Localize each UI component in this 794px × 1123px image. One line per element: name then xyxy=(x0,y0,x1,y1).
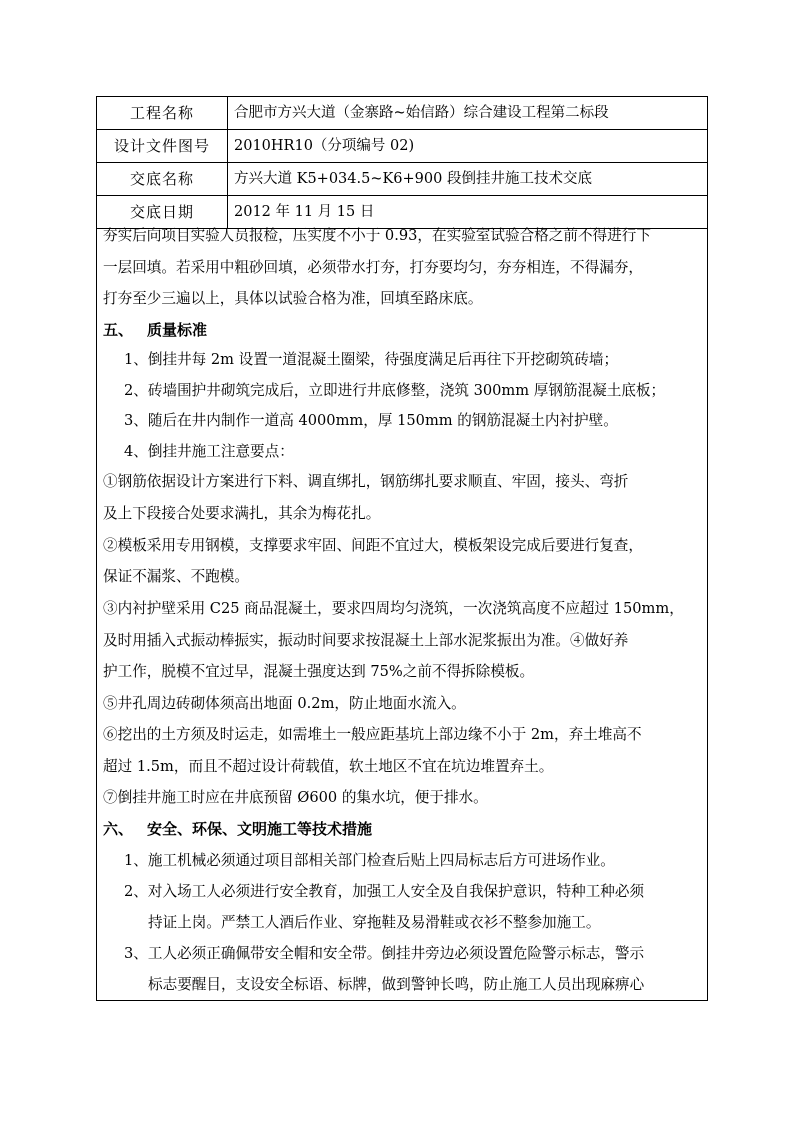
section-6-line: 3、工人必须正确佩带安全帽和安全带。倒挂井旁边必须设置危险警示标志，警示 xyxy=(124,945,645,962)
section-6-heading xyxy=(103,819,372,839)
section-number: 五、 xyxy=(103,321,134,339)
header-row-briefing-date xyxy=(97,196,707,229)
header-label: 交底日期 xyxy=(97,196,228,228)
section-title: 质量标准 xyxy=(147,321,208,339)
intro-line: 夯实后向项目实验人员报检，压实度不小于 0.93，在实验室试验合格之前不得进行下 xyxy=(103,227,651,244)
header-row-design-drawing xyxy=(97,130,707,163)
section-5-line: 护工作，脱模不宜过早，混凝土强度达到 75%之前不得拆除模板。 xyxy=(103,663,535,680)
section-5-line: ①钢筋依据设计方案进行下料、调直绑扎，钢筋绑扎要求顺直、牢固，接头、弯折 xyxy=(103,473,629,490)
section-5-line: ②模板采用专用钢模，支撑要求牢固、间距不宜过大，模板架设完成后要进行复查， xyxy=(103,537,643,554)
section-title: 安全、环保、文明施工等技术措施 xyxy=(147,820,373,838)
section-5-heading xyxy=(103,320,207,340)
header-row-briefing-name xyxy=(97,163,707,196)
header-label: 交底名称 xyxy=(97,163,228,195)
section-5-line: 1、倒挂井每 2m 设置一道混凝土圈梁，待强度满足后再往下开挖砌筑砖墙； xyxy=(124,351,619,368)
intro-line: 打夯至少三遍以上，具体以试验合格为准，回填至路床底。 xyxy=(103,290,483,307)
section-6-line: 持证上岗。严禁工人酒后作业、穿拖鞋及易滑鞋或衣衫不整参加施工。 xyxy=(148,914,601,931)
document-table xyxy=(96,96,708,1001)
header-value: 2012 年 11 月 15 日 xyxy=(234,204,375,220)
section-5-line: 3、随后在井内制作一道高 4000mm，厚 150mm 的钢筋混凝土内衬护壁。 xyxy=(124,412,618,429)
header-label: 设计文件图号 xyxy=(97,130,228,162)
section-5-line: ⑥挖出的土方须及时运走，如需堆土一般应距基坑上部边缘不小于 2m，弃土堆高不 xyxy=(103,726,642,743)
section-6-line: 1、施工机械必须通过项目部相关部门检查后贴上四局标志后方可进场作业。 xyxy=(124,852,615,869)
intro-line: 一层回填。若采用中粗砂回填，必须带水打夯，打夯要均匀，夯夯相连，不得漏夯， xyxy=(103,259,643,276)
section-5-line: 超过 1.5m，而且不超过设计荷载值，软土地区不宜在坑边堆置弃土。 xyxy=(103,758,554,775)
section-number: 六、 xyxy=(103,820,134,838)
section-5-line: ⑤井孔周边砖砌体须高出地面 0.2m，防止地面水流入。 xyxy=(103,695,466,712)
header-value: 合肥市方兴大道（金寨路~始信路）综合建设工程第二标段 xyxy=(234,105,609,121)
section-5-line: 保证不漏浆、不跑模。 xyxy=(103,568,249,585)
section-5-line: ⑦倒挂井施工时应在井底预留 Ø600 的集水坑，便于排水。 xyxy=(103,789,488,806)
section-6-line: 标志要醒目，支设安全标语、标牌，做到警钟长鸣，防止施工人员出现麻痹心 xyxy=(148,976,645,993)
header-row-project-name xyxy=(97,97,707,130)
header-value: 2010HR10（分项编号 02) xyxy=(234,138,415,154)
header-value: 方兴大道 K5+034.5~K6+900 段倒挂井施工技术交底 xyxy=(234,171,592,187)
section-5-line: 4、倒挂井施工注意要点： xyxy=(124,443,294,460)
header-label: 工程名称 xyxy=(97,97,228,129)
section-5-line: ③内衬护壁采用 C25 商品混凝土，要求四周均匀浇筑，一次浇筑高度不应超过 150mm， xyxy=(103,600,684,617)
section-5-line: 及时用插入式振动棒振实，振动时间要求按混凝土上部水泥浆振出为准。④做好养 xyxy=(103,632,629,649)
section-5-line: 及上下段接合处要求满扎，其余为梅花扎。 xyxy=(103,505,381,522)
section-5-line: 2、砖墙围护井砌筑完成后，立即进行井底修整，浇筑 300mm 厚钢筋混凝土底板； xyxy=(124,382,666,399)
section-6-line: 2、对入场工人必须进行安全教育，加强工人安全及自我保护意识，特种工种必须 xyxy=(124,883,645,900)
